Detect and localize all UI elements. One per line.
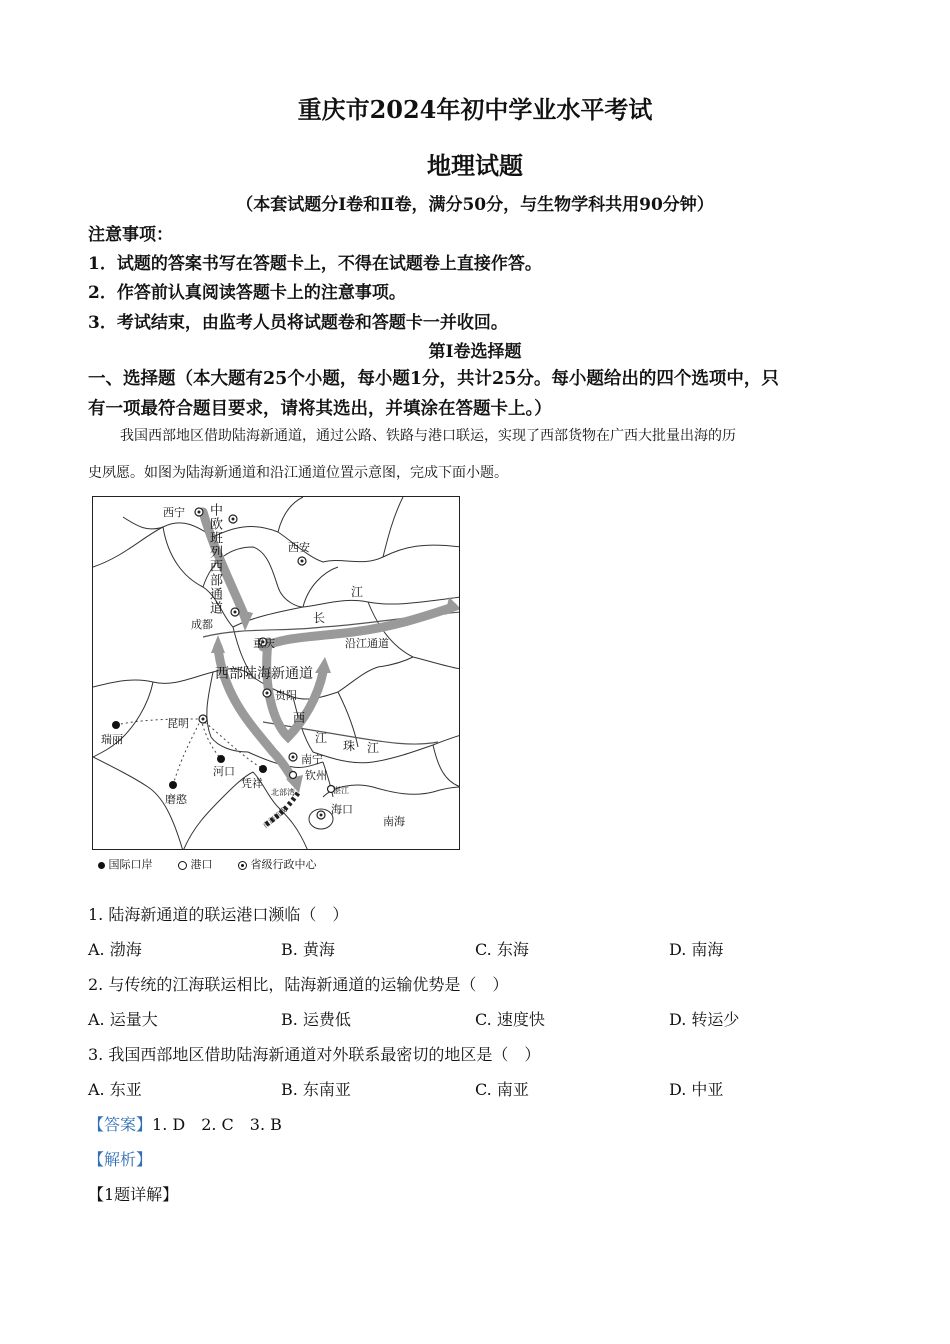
- map-label-guiyang: 贵阳: [275, 689, 297, 702]
- map-label-changjiang-chang: 长: [313, 611, 326, 625]
- map-label-yanjiang-route: 沿江通道: [345, 637, 389, 650]
- answer-text: 1. D 2. C 3. B: [152, 1115, 282, 1134]
- question-option: C. 南亚: [475, 1080, 529, 1099]
- detail-heading: 【1题详解】: [88, 1185, 179, 1204]
- question-stem: 1. 陆海新通道的联运港口濒临（ ）: [88, 905, 349, 924]
- map-label-hekou: 河口: [213, 765, 235, 778]
- question-option: A. 运量大: [88, 1010, 158, 1029]
- question-option: A. 渤海: [88, 940, 142, 959]
- map-label-west-route: 西部陆海新通道: [215, 666, 313, 682]
- map-label-xining: 西宁: [163, 506, 185, 519]
- map-label-zhujiang-jiang: 江: [367, 741, 380, 755]
- capital-icon: [238, 861, 247, 870]
- notice-item: 1．试题的答案书写在答题卡上，不得在试题卷上直接作答。: [88, 254, 542, 274]
- map-label-changjiang-jiang: 江: [351, 585, 364, 599]
- legend-port: 港口: [190, 858, 213, 871]
- map-label-chongqing: 重庆: [253, 637, 275, 650]
- notice-heading: 注意事项：: [88, 225, 173, 245]
- legend-capital: 省级行政中心: [250, 858, 317, 871]
- passage-line: 我国西部地区借助陆海新通道，通过公路、铁路与港口联运，实现了西部货物在广西大批量出海的历: [120, 428, 736, 444]
- question-stem: 2. 与传统的江海联运相比，陆海新通道的运输优势是（ ）: [88, 975, 509, 994]
- section-instruction: 一、选择题（本大题有25个小题，每小题1分，共计25分。每小题给出的四个选项中，只: [88, 369, 779, 389]
- map-label-nanhai: 南海: [383, 815, 405, 828]
- main-routes: [203, 512, 453, 779]
- question-option: A. 东亚: [88, 1080, 142, 1099]
- question-option: B. 东南亚: [281, 1080, 351, 1099]
- map-label-europe-route: 中欧班列西部通道: [207, 503, 222, 615]
- exam-title: 重庆市2024年初中学业水平考试: [297, 95, 653, 124]
- passage-line: 史夙愿。如图为陆海新通道和沿江通道位置示意图，完成下面小题。: [88, 465, 508, 481]
- exam-subject: 地理试题: [427, 151, 523, 180]
- legend: [98, 856, 317, 872]
- map-label-haikou: 海口: [331, 803, 353, 816]
- map-label-shipping: 南海航线: [261, 805, 289, 831]
- map-label-chengdu: 成都: [191, 618, 213, 631]
- answer-label: 【答案】: [88, 1115, 153, 1134]
- question-option: C. 东海: [475, 940, 529, 959]
- question-stem: 3. 我国西部地区借助陆海新通道对外联系最密切的地区是（ ）: [88, 1045, 541, 1064]
- map-label-mohan: 磨憨: [165, 793, 187, 806]
- question-option: B. 运费低: [281, 1010, 351, 1029]
- border-port-icon: [98, 862, 105, 869]
- analysis-label: 【解析】: [88, 1150, 153, 1169]
- map-label-beibuwan: 北部湾: [271, 788, 295, 797]
- port-icon: [178, 861, 187, 870]
- exam-info: （本套试题分Ⅰ卷和Ⅱ卷，满分50分，与生物学科共用90分钟）: [236, 195, 714, 215]
- map-label-qinzhou: 钦州: [305, 769, 327, 782]
- map-label-zhujiang-zhu: 珠: [343, 739, 356, 753]
- question-option: D. 转运少: [669, 1010, 740, 1029]
- notice-item: 2．作答前认真阅读答题卡上的注意事项。: [88, 283, 406, 303]
- question-option: D. 南海: [669, 940, 724, 959]
- map-label-nanning: 南宁: [301, 753, 323, 766]
- map-label-kunming: 昆明: [167, 717, 189, 730]
- route-map: [92, 496, 460, 850]
- question-option: D. 中亚: [669, 1080, 724, 1099]
- notice-item: 3．考试结束，由监考人员将试题卷和答题卡一并收回。: [88, 313, 508, 333]
- map-label-xijiang-jiang: 江: [315, 731, 328, 745]
- section-instruction: 有一项最符合题目要求，请将其选出，并填涂在答题卡上。）: [88, 399, 552, 419]
- map-label-xijiang-xi: 西: [293, 711, 306, 725]
- question-option: B. 黄海: [281, 940, 335, 959]
- map-label-pingxiang: 凭祥: [241, 777, 263, 790]
- map-label-xian: 西安: [288, 541, 310, 554]
- map-label-zhanjiang: 湛江: [333, 786, 349, 795]
- legend-border-port: 国际口岸: [108, 858, 153, 871]
- question-option: C. 速度快: [475, 1010, 545, 1029]
- map-label-ruili: 瑞丽: [101, 733, 123, 746]
- section-title: 第Ⅰ卷选择题: [428, 342, 522, 362]
